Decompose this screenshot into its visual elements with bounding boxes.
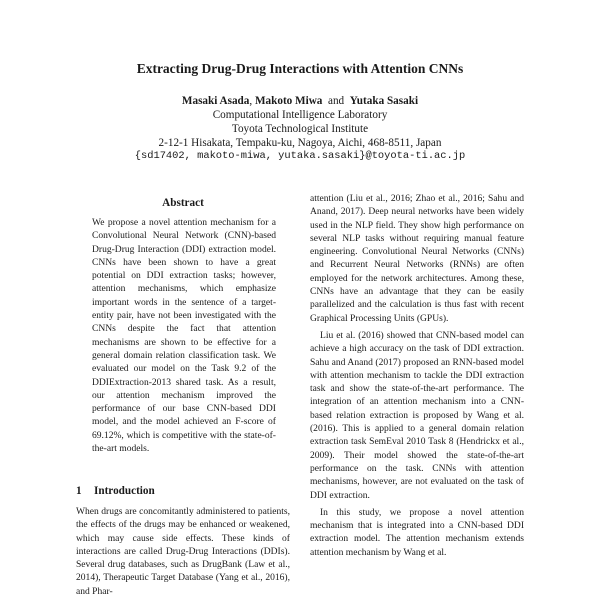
- body-paragraph: In this study, we propose a novel attention mechanism that is integrated into a CNN-based DDI extraction model. The attention mechanism extends attention mechanism by Wang et al.: [310, 506, 524, 558]
- author-name: Makoto Miwa: [254, 95, 323, 107]
- affiliation-institute: Toyota Technological Institute: [231, 123, 369, 135]
- section-number: 1: [76, 485, 82, 497]
- section-title: Introduction: [94, 485, 155, 497]
- body-paragraph: Liu et al. (2016) showed that CNN-based model can achieve a high accuracy on the task of DDI extraction. Sahu and Anand (2017) proposed an RNN-based model with attention mechanism to tackle the DDI extraction task and show the state-of-the-art performance. The integration of an attention mechanism into a CNN-based relation extraction is proposed by Wang et al. (2016). This is applied to a general domain relation extraction task SemEval 2010 Task 8 (Hendrickx et al., 2009). Their model showed the state-of-the-art performance on the task. CNNs with attention mechanisms, however, are not evaluated on the task of DDI extraction.: [310, 329, 524, 501]
- abstract-text: We propose a novel attention mechanism for a Convolutional Neural Network (CNN)-based Drug-Drug Interaction (DDI) extraction model. CNNs have been shown to have a great potential on DDI extraction tasks; however, attention mechanisms, which emphasize important words in the sentence of a target-entity pair, have not been investigated with the CNNs despite the fact that attention mechanisms are shown to be effective for a general domain relation classification task. We evaluated our model on the Task 9.2 of the DDIExtraction-2013 shared task. As a result, our attention mechanism improved the performance of our base CNN-based DDI model, and the model achieved an F-score of 69.12%, which is competitive with the state-of-the-art models.: [92, 217, 276, 455]
- author-emails: {sd17402, makoto-miwa, yutaka.sasaki}@toyota-ti.ac.jp: [134, 150, 466, 162]
- author-name: Masaki Asada: [181, 95, 250, 107]
- section-heading-introduction: [76, 484, 155, 498]
- author-name: Yutaka Sasaki: [349, 95, 419, 107]
- body-paragraph: attention (Liu et al., 2016; Zhao et al., 2016; Sahu and Anand, 2017). Deep neural networks have been widely used in the NLP field. They show high performance on several NLP tasks without requiring manual feature engineering. Convolutional Neural Networks (CNNs) and Recurrent Neural Networks (RNNs) are often employed for the network architectures. Among these, CNNs have an advantage that they can be easily parallelized and the calculation is thus fast with recent Graphical Processing Units (GPUs).: [310, 193, 524, 324]
- paper-title: Extracting Drug-Drug Interactions with Attention CNNs: [136, 61, 464, 76]
- author-separator: ,: [249, 95, 255, 107]
- right-column: [310, 192, 524, 563]
- abstract-heading: Abstract: [162, 197, 204, 209]
- author-separator: and: [322, 95, 350, 107]
- author-list: [0, 94, 600, 108]
- introduction-paragraph: When drugs are concomitantly administered to patients, the effects of the drugs may be enhanced or weakened, which may cause side effects. These kinds of interactions are called Drug-Drug Interactions (DDIs). Several drug databases, such as DrugBank (Law et al., 2014), Therapeutic Target Database (Yang et al., 2016), and Phar-: [76, 506, 290, 597]
- affiliation-address: 2-12-1 Hisakata, Tempaku-ku, Nagoya, Aichi, 468-8511, Japan: [158, 137, 442, 149]
- affiliation-lab: Computational Intelligence Laboratory: [212, 109, 388, 121]
